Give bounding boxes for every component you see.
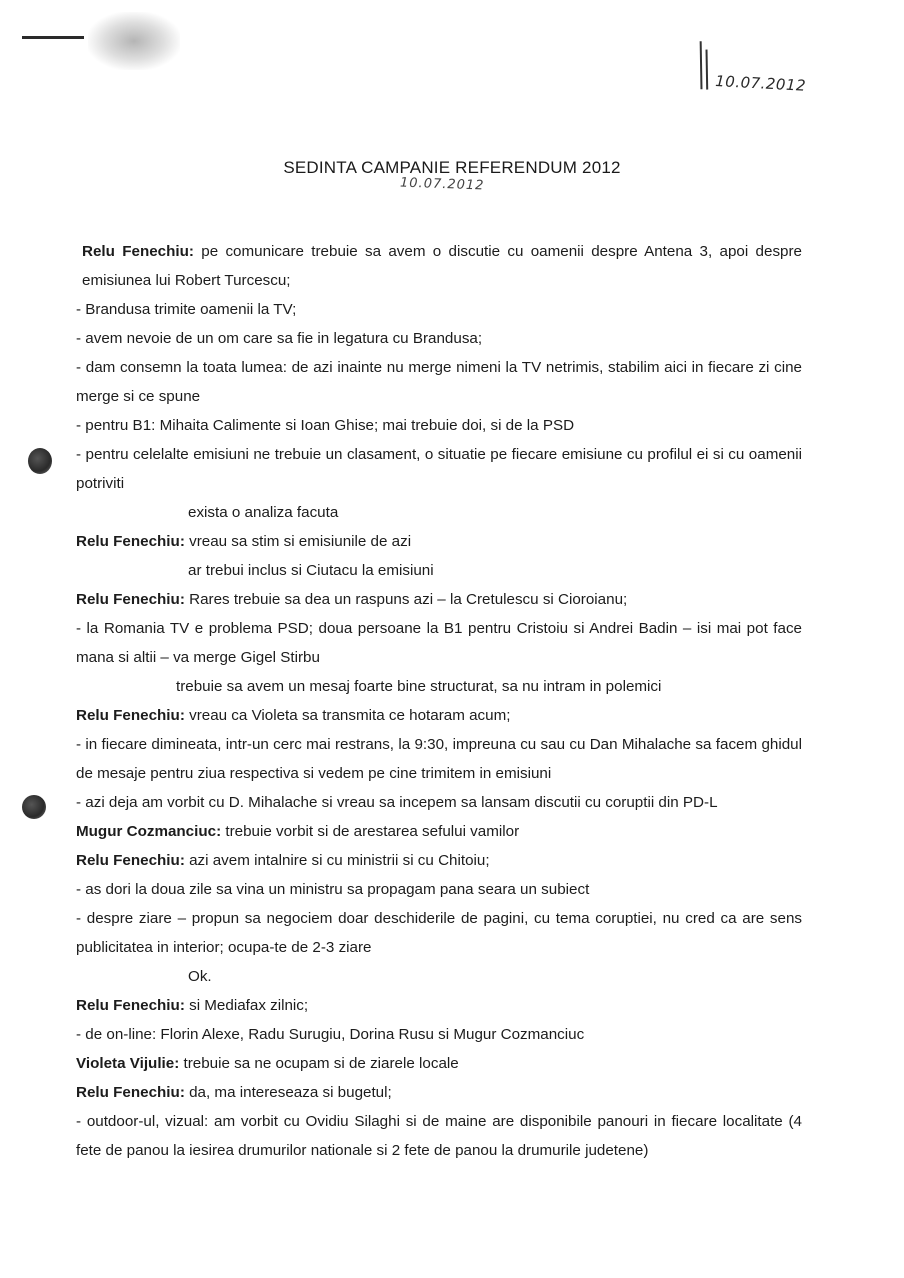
page-title: SEDINTA CAMPANIE REFERENDUM 2012	[283, 158, 621, 177]
line-text: si Mediafax zilnic;	[184, 997, 309, 1014]
speaker-name: Relu Fenechiu	[82, 243, 189, 260]
minutes-line: - azi deja am vorbit cu D. Mihalache si vreau sa incepem sa lansam discutii cu coruptii din PD-L	[76, 794, 718, 811]
minutes-line: - pentru celelalte emisiuni ne trebuie un clasament, o situatie pe fiecare emisiune cu profilul ei si cu oamenii potriviti	[76, 446, 802, 492]
speaker-name: Relu Fenechiu	[76, 997, 180, 1014]
speaker-name: Relu Fenechiu	[76, 1084, 180, 1101]
minutes-line: - la Romania TV e problema PSD; doua persoane la B1 pentru Cristoiu si Andrei Badin – isi mai pot face mana si altii – va merge Gigel Stirbu	[76, 620, 802, 666]
minutes-line: Relu Fenechiu: azi avem intalnire si cu ministrii si cu Chitoiu;	[76, 852, 490, 869]
speaker-name: Relu Fenechiu	[76, 591, 180, 608]
handwritten-stroke	[700, 41, 703, 89]
scan-smudge	[88, 12, 180, 70]
minutes-line: - in fiecare dimineata, intr-un cerc mai restrans, la 9:30, impreuna cu sau cu Dan Mihalache sa facem ghidul de mesaje pentru ziua respectiva si vedem pe cine trimitem in emisiuni	[76, 736, 802, 782]
line-text: Rares trebuie sa dea un raspuns azi – la Cretulescu si Cioroianu;	[184, 591, 628, 608]
minutes-line-indented: Ok.	[188, 968, 212, 985]
line-text: trebuie sa ne ocupam si de ziarele locale	[179, 1055, 459, 1072]
minutes-line: Mugur Cozmanciuc: trebuie vorbit si de arestarea sefului vamilor	[76, 823, 520, 840]
minutes-line: Relu Fenechiu: Rares trebuie sa dea un raspuns azi – la Cretulescu si Cioroianu;	[76, 591, 628, 608]
line-text: pe comunicare trebuie sa avem o discutie cu oamenii despre Antena 3, apoi despre emisiunea lui Robert Turcescu;	[82, 243, 802, 289]
meeting-minutes-body	[76, 237, 802, 1165]
minutes-line-indented: ar trebui inclus si Ciutacu la emisiuni	[188, 562, 434, 579]
speaker-name: Relu Fenechiu	[76, 707, 180, 724]
minutes-line: Relu Fenechiu: vreau sa stim si emisiunile de azi	[76, 533, 412, 550]
line-text: da, ma intereseaza si bugetul;	[184, 1084, 392, 1101]
handwritten-title-date: 10.07.2012	[399, 175, 485, 194]
handwritten-corner-date	[699, 41, 808, 95]
minutes-line-indented: exista o analiza facuta	[188, 504, 339, 521]
line-text: vreau ca Violeta sa transmita ce hotaram acum;	[184, 707, 511, 724]
minutes-line: Violeta Vijulie: trebuie sa ne ocupam si de ziarele locale	[76, 1055, 459, 1072]
minutes-line: Relu Fenechiu: si Mediafax zilnic;	[76, 997, 309, 1014]
minutes-line: - despre ziare – propun sa negociem doar deschiderile de pagini, cu tema coruptiei, nu cred ca are sens publicitatea in interior; ocupa-te de 2-3 ziare	[76, 910, 802, 956]
minutes-line: - avem nevoie de un om care sa fie in legatura cu Brandusa;	[76, 330, 483, 347]
minutes-line: - as dori la doua zile sa vina un ministru sa propagam pana seara un subiect	[76, 881, 590, 898]
speaker-name: Relu Fenechiu	[76, 852, 180, 869]
line-text: azi avem intalnire si cu ministrii si cu Chitoiu;	[184, 852, 490, 869]
minutes-line: Relu Fenechiu: pe comunicare trebuie sa avem o discutie cu oamenii despre Antena 3, apoi despre emisiunea lui Robert Turcescu;	[82, 243, 802, 289]
handwritten-date-text: 10.07.2012	[714, 72, 807, 95]
line-text: trebuie vorbit si de arestarea sefului vamilor	[221, 823, 520, 840]
punch-hole-top	[28, 448, 52, 474]
scan-mark-line	[22, 36, 84, 39]
handwritten-stroke	[706, 50, 709, 90]
minutes-line: Relu Fenechiu: vreau ca Violeta sa transmita ce hotaram acum;	[76, 707, 511, 724]
speaker-name: Violeta Vijulie	[76, 1055, 175, 1072]
minutes-line: Relu Fenechiu: da, ma intereseaza si bugetul;	[76, 1084, 392, 1101]
minutes-line: - de on-line: Florin Alexe, Radu Surugiu, Dorina Rusu si Mugur Cozmanciuc	[76, 1026, 585, 1043]
minutes-line: - dam consemn la toata lumea: de azi inainte nu merge nimeni la TV netrimis, stabilim aici in fiecare zi cine merge si ce spune	[76, 359, 802, 405]
minutes-line-indented: trebuie sa avem un mesaj foarte bine structurat, sa nu intram in polemici	[176, 678, 662, 695]
minutes-line: - pentru B1: Mihaita Calimente si Ioan Ghise; mai trebuie doi, si de la PSD	[76, 417, 575, 434]
minutes-line: - outdoor-ul, vizual: am vorbit cu Ovidiu Silaghi si de maine are disponibile panouri in fiecare localitate (4 fete de panou la iesirea drumurilor nationale si 2 fete de panou la drumurile judetene)	[76, 1113, 802, 1159]
minutes-line: - Brandusa trimite oamenii la TV;	[76, 301, 297, 318]
speaker-name: Relu Fenechiu	[76, 533, 180, 550]
speaker-name: Mugur Cozmanciuc	[76, 823, 217, 840]
punch-hole-bottom	[22, 795, 46, 819]
line-text: vreau sa stim si emisiunile de azi	[184, 533, 412, 550]
